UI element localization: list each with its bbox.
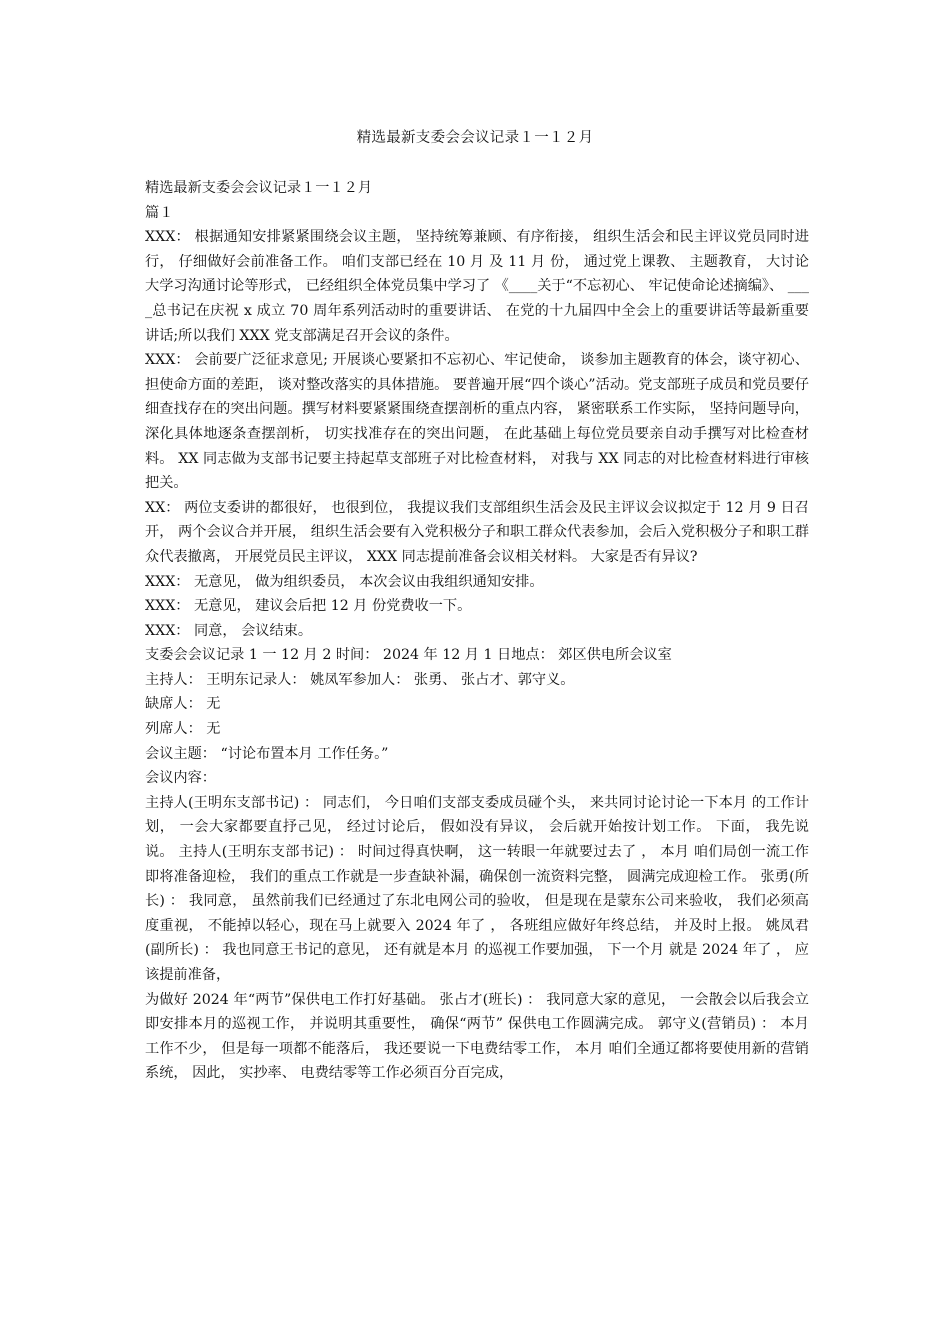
paragraph: XX： 两位支委讲的都很好， 也很到位， 我提议我们支部组织生活会及民主评议会议拟定于 12 月 9 日召开， 两个会议合并开展， 组织生活会要有入党积极分子和职工群众代表参加，会后入党积极分子和职工群众代表撤离， 开展党员民主评议， XXX 同志提前准备会议相关材料。 大家是否有异议?: [145, 499, 809, 565]
meeting-attendees: 列席人： 无: [145, 721, 221, 738]
paragraph: XXX： 无意见， 建议会后把 12 月 份党费收一下。: [145, 598, 472, 615]
paragraph: XXX： 同意， 会议结束。: [145, 622, 313, 639]
document-body: [145, 176, 809, 1086]
meeting-content-label: 会议内容：: [145, 770, 216, 787]
meeting-record-header: 支委会会议记录 1 一 12 月 2 时间： 2024 年 12 月 1 日地点： 郊区供电所会议室: [145, 647, 672, 664]
meeting-participants: 主持人： 王明东记录人： 姚凤军参加人： 张勇、 张占才、郭守义。: [145, 671, 575, 688]
paragraph: 为做好 2024 年“两节”保供电工作打好基础。 张占才(班长) ： 我同意大家的意见， 一会散会以后我会立即安排本月的巡视工作， 并说明其重要性， 确保“两节” 保供电工作圆满完成。 郭守义(营销员) ： 本月 工作不少， 但是每一项都不能落后， 我还要说一下电费结零工作， 本月 咱们全通辽都将要使用新的营销系统， 因此， 实抄率、 电费结零等工作必须百分百完成，: [145, 991, 809, 1082]
section-label: 篇１: [145, 204, 174, 221]
paragraph: 主持人(王明东支部书记) ： 同志们， 今日咱们支部支委成员碰个头， 来共同讨论讨论一下本月 的工作计划， 一会大家都要直抒己见， 经过讨论后， 假如没有异议， 会后就开始按计划工作。 下面， 我先说说。 主持人(王明东支部书记) ： 时间过得真快啊， 这一转眼一年就要过去了 ， 本月 咱们局创一流工作即将准备迎检， 我们的重点工作就是一步查缺补漏，确保创一流资料完整， 圆满完成迎检工作。 张勇(所长) ： 我同意， 虽然前我们已经通过了东北电网公司的验收， 但是现在是蒙东公司来验收， 我们必须高度重视， 不能掉以轻心，现在马上就要入 2024 年了 ， 各班组应做好年终总结， 并及时上报。 姚凤君(副所长) ： 我也同意王书记的意见， 还有就是本月 的巡视工作要加强， 下一个月 就是 2024 年了 ， 应该提前准备，: [145, 794, 809, 983]
body-heading: 精选最新支委会会议记录１一１２月: [145, 180, 373, 196]
meeting-absent: 缺席人： 无: [145, 696, 221, 713]
paragraph: XXX： 无意见， 做为组织委员， 本次会议由我组织通知安排。: [145, 573, 544, 590]
paragraph: XXX： 根据通知安排紧紧围绕会议主题， 坚持统筹兼顾、有序衔接， 组织生活会和民主评议党员同时进行， 仔细做好会前准备工作。 咱们支部已经在 10 月 及 11 月 份， 通过党上课教、 主题教育， 大讨论大学习沟通讨论等形式， 已经组织全体党员集中学习了 《____关于“不忘初心、 牢记使命论述摘编》、 ____总书记在庆祝 x 成立 70 周年系列活动时的重要讲话、 在党的十九届四中全会上的重要讲话等最新重要讲话;所以我们 XXX 党支部满足召开会议的条件。: [145, 229, 809, 344]
document-title: 精选最新支委会会议记录１一１２月: [356, 130, 594, 146]
paragraph: XXX： 会前要广泛征求意见; 开展谈心要紧扣不忘初心、牢记使命， 谈参加主题教育的体会，谈守初心、 担使命方面的差距， 谈对整改落实的具体措施。 要普遍开展“四个谈心”活动。党支部班子成员和党员要仔细查找存在的突出问题。撰写材料要紧紧围绕查摆剖析的重点内容， 紧密联系工作实际， 坚持问题导向， 深化具体地逐条查摆剖析， 切实找准存在的突出问题， 在此基础上每位党员要亲自动手撰写对比检查材料。 XX 同志做为支部书记要主持起草支部班子对比检查材料， 对我与 XX 同志的对比检查材料进行审核把关。: [145, 352, 809, 492]
meeting-topic: 会议主题： “讨论布置本月 工作任务。”: [145, 745, 389, 762]
